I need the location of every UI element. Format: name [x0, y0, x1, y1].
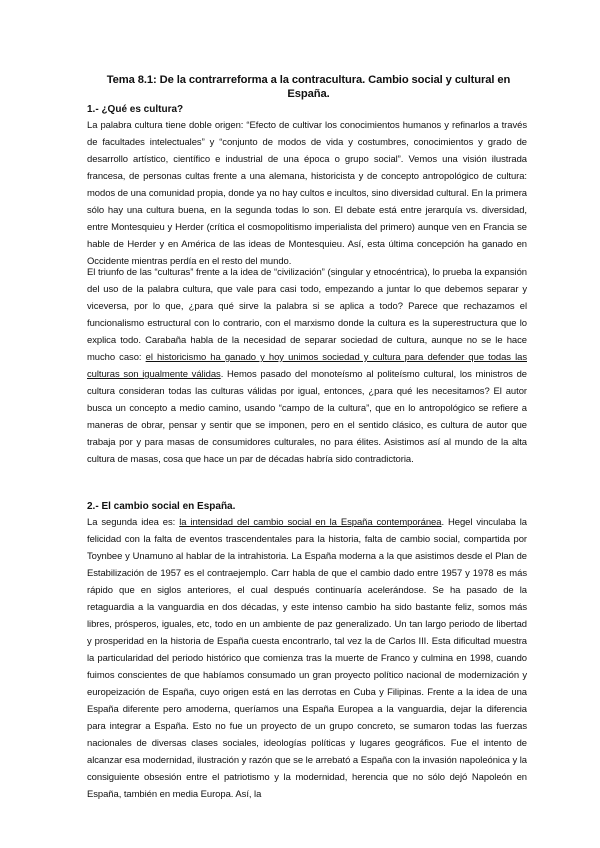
section-2-heading: 2.- El cambio social en España. — [87, 501, 236, 512]
underlined-thesis: el historicismo ha ganado y hoy unimos sociedad y cultura para defender que todas las culturas son igualmente válidas — [87, 352, 527, 380]
section-2-paragraph — [87, 514, 527, 803]
paragraph-text: . Hemos pasado del monoteísmo al politeísmo cultural, los ministros de cultura consideran todas las culturas válidas por igual, entonces, ¿para qué les necesitamos? El autor busca un concepto a medio camino, usando “campo de la cultura”, que en lo antropológico se refiere a maneras de obrar, pensar y sentir que se imponen, pero en el sentido clásico, es cultura de autor que trabaja por y para masas de consumidores culturales, no para élites. Asistimos así al mundo de la alta cultura de masas, cosa que hace un par de décadas habría sido contradictoria. — [87, 369, 527, 465]
section-1-paragraph-2 — [87, 264, 527, 468]
paragraph-text: . Hegel vinculaba la felicidad con la falta de eventos trascendentales para la historia, falta de cambio social, compartida por Toynbee y Unamuno al hablar de la intrahistoria. La España moderna a la que asistimos desde el Plan de Estabilización de 1957 es el contraejemplo. Carr habla de que el cambio dado entre 1957 y 1978 es más rápido que en siglos anteriores, el cual después continuaría acelerándose. Se ha pasado de la retaguardia a la vanguardia en dos décadas, y este intenso cambio ha sido bastante feliz, somos más libres, prósperos, iguales, etc, todo en un ambiente de paz generalizado. Un tan largo periodo de libertad y prosperidad en la historia de España cuesta encontrarlo, tal vez la de Carlos III. Esta dificultad muestra la particularidad del periodo histórico que comienza tras la muerte de Franco y culmina en 1998, cuando fuimos conscientes de que habíamos consumado un gran proyecto político nacional de modernización y europeización de España, cuyo origen está en las derrotas en Cuba y Filipinas. Frente a la idea de una España diferente pero amoderna, queríamos una España Europea a la vanguardia, dejar la diferencia para integrar a España. Esto no fue un proyecto de un grupo concreto, se sumaron todas las fuerzas nacionales de diversas clases sociales, ideologías políticas y lugares geográficos. Fue el intento de alcanzar esa modernidad, ilustración y razón que se le arrebató a España con la invasión napoleónica y la consiguiente obsesión entre el patriotismo y la modernidad, herencia que no sólo dejó Napoleón en España, también en media Europa. Así, la — [87, 517, 528, 800]
section-1-heading: 1.- ¿Qué es cultura? — [87, 104, 184, 115]
section-1-paragraph-1: La palabra cultura tiene doble origen: “Efecto de cultivar los conocimientos humanos y refinarlos a través de facultades intelectuales” y “conjunto de modos de vida y costumbres, conocimientos y grado de desarrollo artístico, científico e industrial de una época o grupo social”. Vemos una visión ilustrada francesa, de personas cultas frente a una alemana, historicista y de concepto antropológico de cultura: modos de una comunidad propia, donde ya no hay cultos e incultos, sino diversidad cultural. En la primera sólo hay una cultura buena, en la segunda todas lo son. El debate está entre jerarquía vs. diversidad, entre Montesquieu y Herder (crítica el cosmopolitismo imperialista del primero) aunque ven en Francia se hable de Herder y en América de las ideas de Montesquieu. Así, esta última concepción ha ganado en Occidente mientras perdía en el resto del mundo. — [87, 120, 527, 267]
underlined-thesis: la intensidad del cambio social en la España contemporánea — [179, 517, 442, 528]
document-title: Tema 8.1: De la contrarreforma a la contracultura. Cambio social y cultural en España. — [106, 74, 511, 100]
paragraph-text: La segunda idea es: — [87, 517, 176, 528]
paragraph-text: El triunfo de las “culturas” frente a la idea de “civilización” (singular y etnocéntrica), lo prueba la expansión del uso de la palabra cultura, que vale para casi todo, empezando a juntar lo que debemos separar y viceversa, por lo que, ¿para qué sirve la palabra si se aplica a todo? Parece que rechazamos el funcionalismo estructural con lo contrario, con el marxismo donde la cultura es la superestructura que lo explica todo. Carabaña habla de la necesidad de separar sociedad de cultura, aunque no se le hace mucho caso: — [87, 267, 527, 363]
